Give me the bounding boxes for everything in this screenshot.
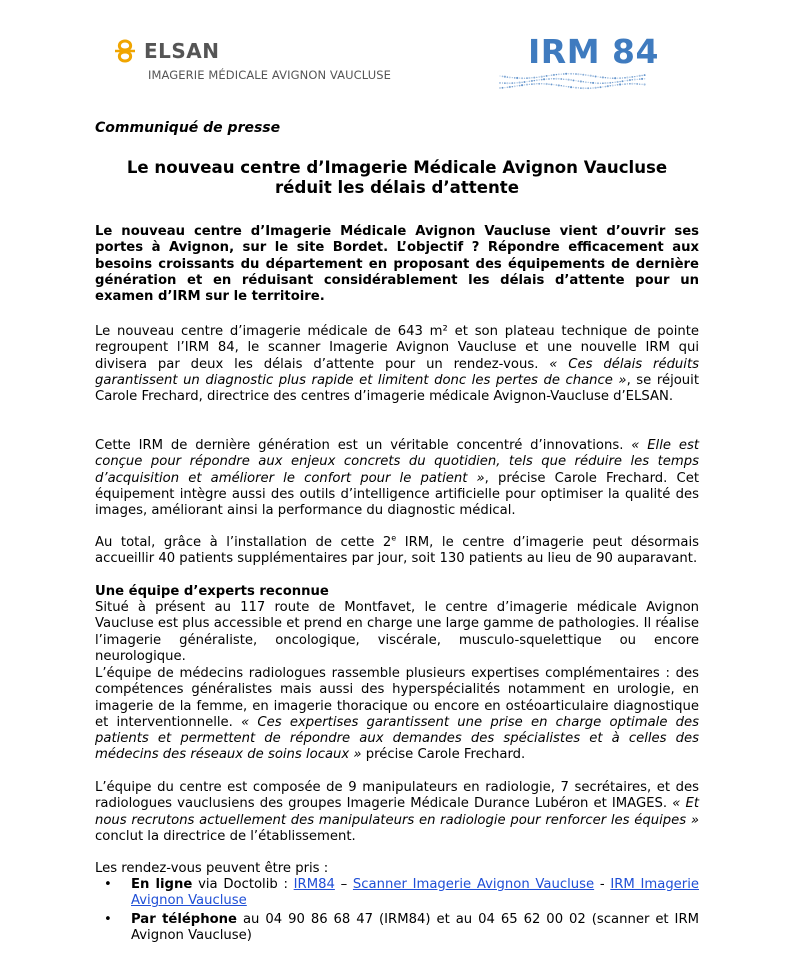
irm84-dot [531,80,533,82]
p5-text-a: L’équipe de médecins radiologues rassemble plusieurs expertises complémentaires : des compétences généralistes mais aussi des hyperspécialités notamment en urologie, en imagerie de la femme, en imagerie thoracique ou encore en ostéoarticulaire diagnostique et interventionnelle. [95,666,699,730]
irm84-dot [602,86,603,87]
irm84-dot [604,82,606,84]
phone-label: Par téléphone [131,911,237,927]
irm84-dot [585,81,587,83]
irm84-dot [622,80,624,82]
link-scanner-iav[interactable]: Scanner Imagerie Avignon Vaucluse [352,877,595,892]
irm84-dot [578,80,580,82]
irm84-dot [592,82,594,84]
irm84-dot [580,80,582,82]
p5-text-b: précise Carole Frechard. [361,747,526,763]
p3-superscript: e [391,533,397,543]
irm84-dot [644,74,646,76]
irm84-dot [524,84,525,85]
irm84-dot [597,87,598,88]
irm84-dot [644,78,645,79]
irm84-dot [538,83,540,85]
irm84-dot [632,79,633,80]
irm84-dot [533,83,535,85]
page-header [0,0,792,110]
irm84-dot [644,83,646,85]
irm84-dots-graphic [498,70,648,92]
irm84-dot [615,85,616,86]
irm84-dot [568,86,570,88]
irm84-dot [499,87,500,88]
irm84-dot [617,84,619,86]
irm84-dot [539,79,540,80]
irm84-dot [506,82,508,84]
irm84-dot [610,85,611,86]
irm84-dot [607,82,608,83]
p3-text-a: Au total, grâce à l’installation de cette 2 [95,535,392,550]
press-label: Communiqué de presse [95,120,281,136]
irm84-dot [516,82,518,84]
irm84-dot [566,86,567,87]
irm84-dot [517,85,518,86]
irm84-dot [521,77,523,79]
p3-text-b: IRM, le centre d’imagerie peut désormais accueillir 40 patients supplémentaires par jour, soit 130 patients au lieu de 90 auparavant. [95,535,699,567]
page-title [95,158,699,198]
irm84-dot [631,76,633,78]
irm84-dot [524,78,525,79]
irm84-dot [543,83,545,85]
irm84-dot [526,77,528,79]
irm84-dot [565,79,567,81]
irm84-dot [614,77,616,79]
irm84-dot [558,73,560,75]
irm84-dot [551,74,553,76]
irm84-dot [634,83,635,84]
p6-text-b: conclut la directrice de l’établissement. [95,828,356,844]
irm84-dot [634,79,636,81]
irm84-dot [622,84,623,85]
irm84-dot [546,78,547,79]
irm84-dot [561,74,562,75]
irm84-dot [577,73,579,75]
irm84-dot [519,85,521,87]
irm84-dot [595,82,596,83]
irm84-dot [504,87,505,88]
irm84-dot [585,74,586,75]
irm84-dot [637,79,638,80]
irm84-dot [639,75,641,77]
irm84-dot [590,82,592,84]
irm84-dot [607,77,609,79]
irm84-dot [499,75,500,76]
irm84-dot [526,84,528,86]
irm84-dot [575,80,576,81]
irm84-dot [536,77,537,78]
irm84-dot [509,76,511,78]
irm84-dot [546,83,548,85]
irm84-dot [555,78,557,80]
p1-quote: « Ces délais réduits garantissent un diagnostic plus rapide et limitent donc les pertes de chance » [95,356,700,388]
irm84-dot [543,76,544,77]
irm84-dot [607,85,609,87]
irm84-dot [624,77,626,79]
irm84-dot [509,86,511,88]
link-irm84[interactable]: IRM84 [293,877,335,892]
irm84-dot [636,83,638,85]
irm84-logo [498,32,659,92]
irm84-dot [588,82,589,83]
irm84-dot [641,75,642,76]
irm84-dot [556,84,558,86]
irm84-dot [546,75,548,77]
irm84-dot [558,84,560,86]
irm84-dot [551,78,552,79]
irm84-dot [528,77,530,79]
irm84-dot [573,79,575,81]
irm84-dot [617,77,618,78]
irm84-dot [578,87,579,88]
p1-text-b: , se réjouit Carole Frechard, directrice des centres d’imagerie médicale Avignon-Vaucluse d’ELSAN. [95,372,699,405]
irm84-dot [565,73,567,75]
irm84-dot [624,80,625,81]
irm84-dot [629,76,630,77]
irm84-dot [570,79,571,80]
irm84-dot [639,78,641,80]
irm84-dot [592,75,593,76]
elsan-subtitle: IMAGERIE MÉDICALE AVIGNON VAUCLUSE [148,68,391,82]
irm84-dot [519,77,520,78]
separator: – [334,877,353,892]
irm84-dot [507,86,509,88]
irm84-dot [580,87,582,89]
irm84-dot [641,83,643,85]
irm84-dot [536,79,538,81]
section-heading: Une équipe d’experts reconnue [95,584,329,599]
elsan-mark-icon [112,38,138,64]
lead-paragraph: Le nouveau centre d’Imagerie Médicale Avignon Vaucluse vient d’ouvrir ses portes à Avignon, sur le site Bordet. L’objectif ? Répondre efficacement aux besoins croissants du département en proposant des équipements de dernière génération et en réduisant considérablement les délais d’attente pour un examen d’IRM sur le territoire. [95,224,699,305]
irm84-dot [573,73,574,74]
irm84-dot [575,73,577,75]
appointment-intro: Les rendez-vous peuvent être pris : [95,861,329,876]
irm84-dot [631,83,633,85]
irm84-dot [514,77,516,79]
irm84-dot [568,73,569,74]
paragraph-2 [95,438,699,519]
irm84-dot [514,85,516,87]
irm84-dot [536,83,537,84]
irm84-dot [521,82,522,83]
irm84-dot [521,84,523,86]
irm84-dot [627,83,628,84]
irm84-dot [512,77,513,78]
irm84-dot [563,73,565,75]
irm84-dot [573,87,574,88]
irm84-dot [533,77,535,79]
irm84-dot [636,75,638,77]
irm84-dot [605,86,607,88]
irm84-dot [583,81,584,82]
irm84-dot [639,84,640,85]
irm84-dot [511,82,513,84]
irm84-dot [612,82,613,83]
online-label: En ligne [131,877,193,892]
irm84-dot [570,86,572,88]
irm84-dot [556,74,557,75]
irm84-dot [512,86,513,87]
paragraph-3 [95,535,699,568]
irm84-dot [563,79,564,80]
irm84-dot [575,87,577,89]
phone-text: au 04 90 86 68 47 (IRM84) et au 04 65 62 00 02 (scanner et IRM Avignon Vaucluse) [131,911,699,943]
irm84-dot [553,74,555,76]
p6-quote: « Et nous recrutons actuellement des manipulateurs en radiologie pour renforcer les équipes » [95,796,699,828]
paragraph-1 [95,324,699,405]
irm84-dot [580,74,581,75]
irm84-dot [529,84,530,85]
irm84-dot [553,84,554,85]
irm84-dot [504,76,506,78]
irm84-dot [587,87,589,89]
irm84-dot [582,87,584,89]
p2-quote: « Elle est conçue pour répondre aux enjeux concrets du quotidien, tels que réduire les temps d’acquisition et améliorer le confort pour le patient » [95,438,699,486]
irm84-dot [641,78,643,80]
irm84-dot [587,75,589,77]
irm84-dot [612,77,614,79]
appointment-list [95,877,699,946]
irm84-dot [619,81,620,82]
p6-text-a: L’équipe du centre est composée de 9 manipulateurs en radiologie, 7 secrétaires, et des radiologues vauclusiens des groupes Imagerie Médicale Durance Lubéron et IMAGES. [95,780,699,812]
irm84-dot [499,82,501,84]
p2-text-b: , précise Carole Frechard. Cet équipement intègre aussi des outils d’intelligence artificielle pour optimiser la qualité des images, améliorant ainsi la performance du diagnostic médical. [95,470,699,519]
irm84-dot [534,80,535,81]
irm84-dot [531,83,533,85]
title-line-2: réduit les délais d’attente [275,178,519,197]
bullet-icon: • [104,911,112,927]
irm84-dot [609,82,611,84]
irm84-dot [622,77,623,78]
separator: - [594,877,611,892]
irm84-dot [560,78,562,80]
paragraph-6 [95,780,699,845]
irm84-dot [526,81,527,82]
irm84-dot [553,78,555,80]
irm84-dot [627,80,629,82]
irm84-dot [519,82,521,84]
title-line-1: Le nouveau centre d’Imagerie Médicale Avignon Vaucluse [126,158,668,177]
irm84-dot [614,81,616,83]
irm84-dot [582,74,584,76]
irm84-dot [597,76,598,77]
irm84-dot [612,85,614,87]
irm84-dot [619,83,621,85]
paragraph-5 [95,666,699,764]
list-item-online [95,877,699,910]
irm84-dot [548,83,549,84]
paragraph-4: Situé à présent au 117 route de Montfavet, le centre d’imagerie médicale Avignon Vaucluse est plus accessible et prend en charge une large gamme de pathologies. Il réalise l’imagerie généraliste, oncologique, viscérale, musculo-squelettique ou encore neurologique. [95,600,699,664]
irm84-dot [617,81,619,83]
irm84-dot [597,82,599,84]
irm84-dot [524,81,526,83]
irm84-dot [602,82,604,84]
irm84-dot [595,87,597,89]
irm84-dot [568,79,570,81]
irm84-dot [548,75,549,76]
irm84-dot [502,82,503,83]
irm84-dot [600,83,601,84]
irm84-dot [600,76,602,78]
irm84-dot [600,86,602,88]
irm84-wordmark: IRM 84 [528,32,659,71]
irm84-dot [624,83,626,85]
irm84-dot [602,76,604,78]
irm84-dot [563,85,565,87]
irm84-dot [504,82,506,84]
irm84-dot [570,73,572,75]
irm84-dot [585,87,586,88]
irm84-dot [629,83,631,85]
irm84-dot [514,82,515,83]
p5-quote: « Ces expertises garantissent une prise en charge optimale des patients et permettent de répondre aux demandes des spécialistes et à celles des médecins des réseaux de soins locaux » [95,714,699,763]
irm84-dot [529,80,531,82]
irm84-dot [561,85,562,86]
online-via: via Doctolib : [192,877,294,892]
irm84-dot [548,78,550,80]
irm84-dot [551,83,553,85]
irm84-dot [509,82,510,83]
p2-text-a: Cette IRM de dernière génération est un véritable concentré d’innovations. [95,438,632,453]
irm84-dot [605,77,606,78]
link-irm-iav[interactable]: IRM Imagerie Avignon Vaucluse [131,877,699,909]
irm84-dot [538,76,540,78]
p1-text-a: Le nouveau centre d’imagerie médicale de 643 m² et son plateau technique de pointe regroupent l’IRM 84, le scanner Imagerie Avignon Vaucluse et une nouvelle IRM qui divisera par deux les délais d’attente pour un rendez-vous. [95,324,699,372]
irm84-dot [541,76,543,78]
irm84-dot [629,79,631,81]
irm84-dot [507,76,508,77]
irm84-dot [558,78,559,79]
irm84-dot [634,76,635,77]
irm84-dot [502,87,504,89]
elsan-wordmark: ELSAN [144,39,220,63]
bullet-icon: • [104,877,112,892]
list-item-phone [95,912,699,945]
irm84-dot [610,78,611,79]
irm84-dot [590,88,591,89]
irm84-dot [541,83,542,84]
irm84-dot [543,78,545,80]
irm84-dot [531,77,532,78]
irm84-dot [516,77,518,79]
irm84-dot [595,76,597,78]
irm84-dot [590,75,592,77]
irm84-dot [626,76,628,78]
irm84-dot [592,87,594,89]
irm84-dot [502,76,504,78]
irm84-dot [619,77,621,79]
irm84-dot [541,79,543,81]
